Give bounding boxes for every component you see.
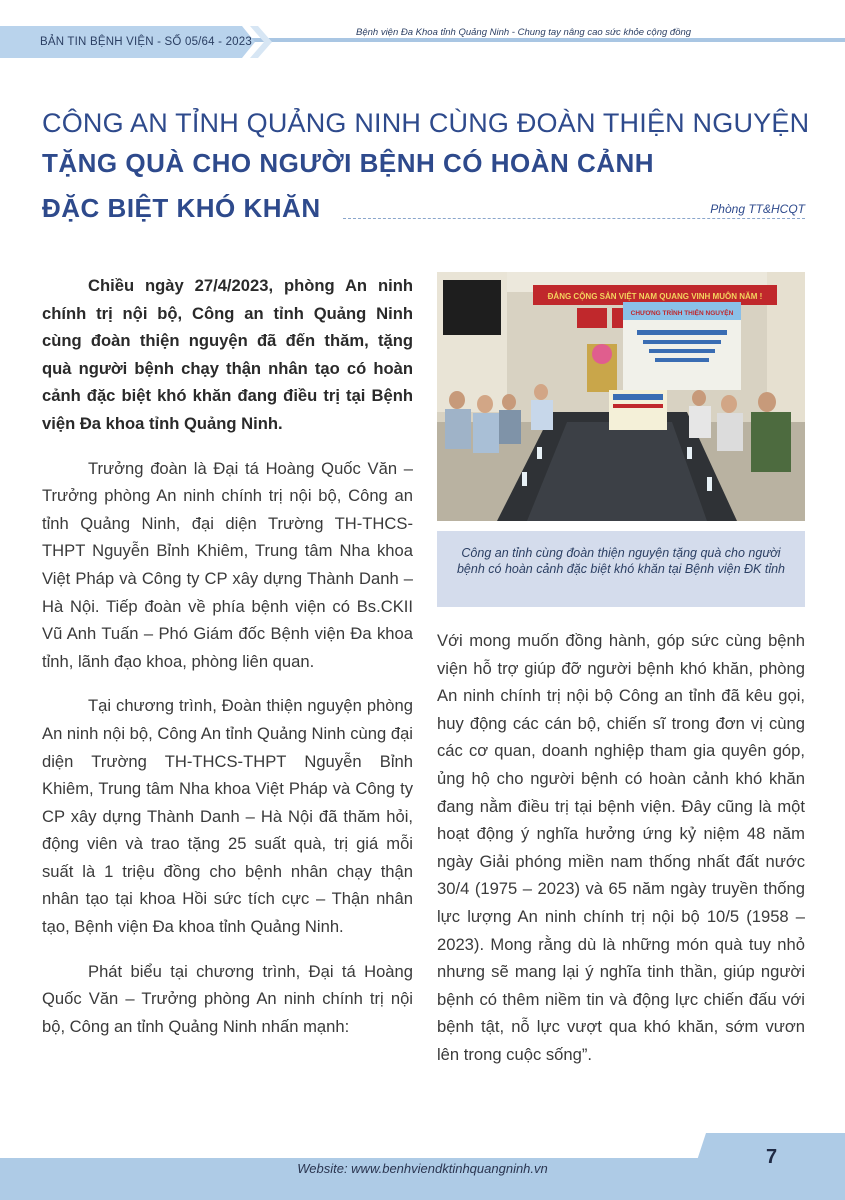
title-dashed-rule: [343, 218, 805, 219]
page-number: 7: [766, 1146, 778, 1168]
header-slogan: Bệnh viện Đa Khoa tỉnh Quảng Ninh - Chung tay nâng cao sức khỏe cộng đồng: [356, 27, 692, 38]
body-paragraph: Tại chương trình, Đoàn thiện nguyện phòng An ninh nội bộ, Công An tỉnh Quảng Ninh cùng đại diện Trường TH-THCS-THPT Nguyễn Bỉnh Khiêm, Trung tâm Nha khoa Việt Pháp và Công ty CP xây dựng Thành Danh – Hà Nội đã thăm hỏi, động viên và trao tặng 25 suất quà, trị giá mỗi suất là 1 triệu đồng cho bệnh nhân chạy thận nhân tạo tại khoa Hồi sức tích cực – Thận nhân tạo, Bệnh viện Đa khoa tỉnh Quảng Ninh.: [42, 696, 413, 937]
article-title-line-1: TẶNG QUÀ CHO NGƯỜI BỆNH CÓ HOÀN CẢNH: [42, 148, 655, 178]
photo-banner-text: ĐẢNG CỘNG SẢN VIỆT NAM QUANG VINH MUÔN NĂM !: [547, 292, 763, 301]
body-paragraph: Phát biểu tại chương trình, Đại tá Hoàng Quốc Văn – Trưởng phòng An ninh chính trị nội bộ, Công an tỉnh Quảng Ninh nhấn mạnh:: [42, 961, 413, 1036]
body-paragraph: Trưởng đoàn là Đại tá Hoàng Quốc Văn – Trưởng phòng An ninh chính trị nội bộ, Công an tỉnh Quảng Ninh, đại diện Trường TH-THCS-THPT Nguyễn Bỉnh Khiêm, Trung tâm Nha khoa Việt Pháp và Công ty CP xây dựng Thành Danh – Hà Nội. Tiếp đoàn về phía bệnh viện có Bs.CKII Vũ Anh Tuấn – Phó Giám đốc Bệnh viện Đa khoa tỉnh, lãnh đạo khoa, phòng liên quan.: [42, 458, 413, 671]
article-title-line-2: ĐẶC BIỆT KHÓ KHĂN: [42, 193, 321, 223]
right-column: [437, 627, 805, 1069]
body-paragraph: Với mong muốn đồng hành, góp sức cùng bệnh viện hỗ trợ giúp đỡ người bệnh khó khăn, phòng An ninh chính trị nội bộ Công an tỉnh đã kêu gọi, huy động các cán bộ, chiến sĩ trong đơn vị cùng các cơ quan, doanh nghiệp tham gia quyên góp, ủng hộ cho người bệnh có hoàn cảnh khó khăn đang nằm điều trị tại bệnh viện. Đây cũng là một hoạt động ý nghĩa hưởng ứng kỷ niệm 48 năm ngày Giải phóng miền nam thống nhất đất nước 30/4 (1975 – 2023) và 65 năm ngày truyền thống lực lượng An ninh chính trị nội bộ 10/5 (1958 – 2023). Mong rằng dù là những món quà tuy nhỏ nhưng sẽ mang lại ý nghĩa tinh thần, giúp người bệnh có thêm niềm tin và động lực chiến đấu với bệnh tật, nỗ lực vượt qua khó khăn, sớm vươn lên trong cuộc sống”.: [437, 631, 805, 1064]
footer-website: Website: www.benhviendktinhquangninh.vn: [297, 1161, 548, 1176]
issue-tag: BẢN TIN BỆNH VIỆN - SỐ 05/64 - 2023: [40, 36, 252, 48]
left-column: [42, 272, 413, 1040]
article-photo: [437, 272, 805, 521]
article-byline: Phòng TT&HCQT: [710, 202, 805, 216]
article-kicker-title: CÔNG AN TỈNH QUẢNG NINH CÙNG ĐOÀN THIỆN NGUYỆN: [42, 108, 810, 138]
lead-paragraph: Chiều ngày 27/4/2023, phòng An ninh chính trị nội bộ, Công an tỉnh Quảng Ninh cùng đoàn thiện nguyện đã đến thăm, tặng quà người bệnh chạy thận nhân tạo có hoàn cảnh đặc biệt khó khăn đang điều trị tại Bệnh viện Đa khoa tỉnh Quảng Ninh.: [42, 276, 413, 433]
photo-caption-text: Công an tỉnh cùng đoàn thiện nguyện tặng quà cho người bệnh có hoàn cảnh đặc biệt khó khăn tại Bệnh viện ĐK tỉnh: [456, 546, 785, 576]
photo-screen-title: CHƯƠNG TRÌNH THIỆN NGUYỆN: [630, 310, 734, 317]
photo-caption: [437, 531, 805, 607]
